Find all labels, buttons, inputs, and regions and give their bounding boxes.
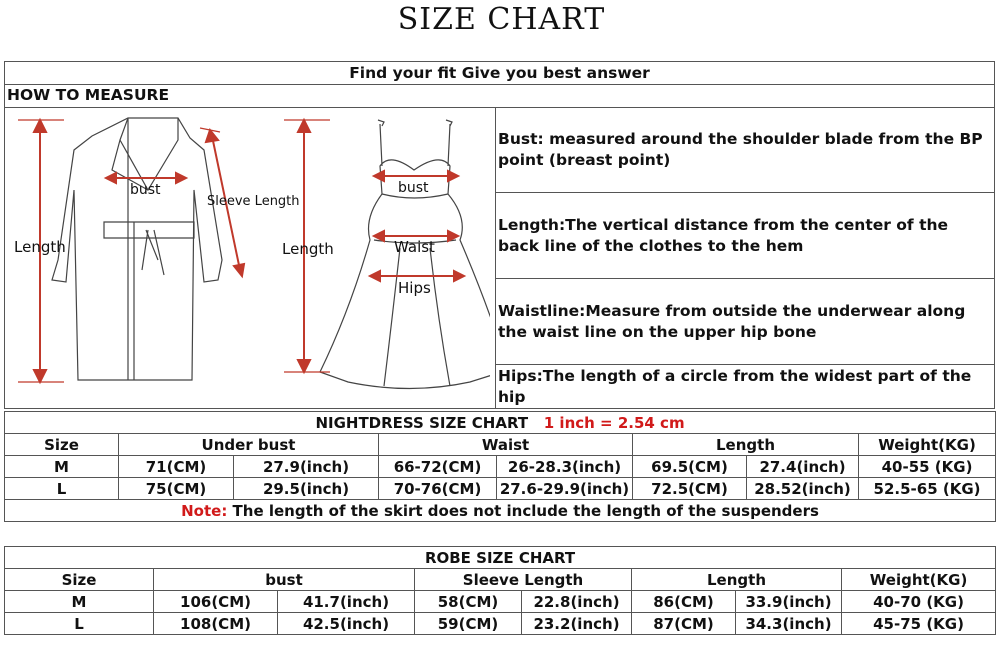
dress-waist-label: Waist (394, 238, 435, 256)
header-bust: bust (154, 569, 415, 591)
bust-description: Bust: measured around the shoulder blade from the BP point (breast point) (498, 130, 983, 169)
value-cell: 69.5(CM) (633, 456, 747, 478)
hips-description: Hips:The length of a circle from the widest part of the hip (498, 367, 972, 406)
table-row (5, 591, 996, 613)
value-cell: 86(CM) (632, 591, 736, 613)
value-cell: 27.4(inch) (747, 456, 859, 478)
value-cell: 29.5(inch) (234, 478, 379, 500)
page-title: SIZE CHART (397, 2, 606, 37)
header-size: Size (5, 569, 154, 591)
value-cell: 108(CM) (154, 613, 278, 635)
robe-title-row (5, 547, 996, 569)
table-row (5, 456, 996, 478)
value-cell: 71(CM) (119, 456, 234, 478)
note-text: The length of the skirt does not include the length of the suspenders (227, 501, 819, 520)
robe-length-label: Length (14, 238, 66, 256)
value-cell: 22.8(inch) (522, 591, 632, 613)
robe-size-table (4, 546, 996, 635)
value-cell: 70-76(CM) (379, 478, 497, 500)
header-length: Length (633, 434, 859, 456)
header-waist: Waist (379, 434, 633, 456)
size-cell: M (5, 456, 119, 478)
value-cell: 58(CM) (415, 591, 522, 613)
table-row (5, 613, 996, 635)
value-cell: 75(CM) (119, 478, 234, 500)
value-cell: 40-55 (KG) (859, 456, 996, 478)
value-cell: 41.7(inch) (278, 591, 415, 613)
value-cell: 106(CM) (154, 591, 278, 613)
value-cell: 26-28.3(inch) (497, 456, 633, 478)
value-cell: 45-75 (KG) (842, 613, 996, 635)
robe-sleeve-label: Sleeve Length (207, 194, 300, 209)
value-cell: 40-70 (KG) (842, 591, 996, 613)
header-length: Length (632, 569, 842, 591)
value-cell: 34.3(inch) (736, 613, 842, 635)
value-cell: 23.2(inch) (522, 613, 632, 635)
waistline-description: Waistline:Measure from outside the underwear along the waist line on the upper hip bone (498, 301, 966, 341)
value-cell: 42.5(inch) (278, 613, 415, 635)
note-label: Note: (181, 501, 228, 520)
value-cell: 27.6-29.9(inch) (497, 478, 633, 500)
size-cell: L (5, 613, 154, 635)
header-size: Size (5, 434, 119, 456)
nightdress-header-row (5, 434, 996, 456)
nightdress-title: NIGHTDRESS SIZE CHART (315, 413, 529, 432)
header-weight: Weight(KG) (842, 569, 996, 591)
header-under-bust: Under bust (119, 434, 379, 456)
length-description: Length:The vertical distance from the center of the back line of the clothes to the hem (498, 215, 949, 255)
banner-text: Find your fit Give you best answer (349, 64, 650, 82)
size-cell: M (5, 591, 154, 613)
header-sleeve-length: Sleeve Length (415, 569, 632, 591)
value-cell: 59(CM) (415, 613, 522, 635)
nightdress-title-row (5, 412, 996, 434)
robe-header-row (5, 569, 996, 591)
dress-length-label: Length (282, 240, 334, 258)
robe-title: ROBE SIZE CHART (424, 548, 576, 567)
robe-bust-label: bust (130, 182, 161, 198)
dress-hips-label: Hips (398, 279, 431, 297)
value-cell: 52.5-65 (KG) (859, 478, 996, 500)
value-cell: 28.52(inch) (747, 478, 859, 500)
value-cell: 66-72(CM) (379, 456, 497, 478)
value-cell: 72.5(CM) (633, 478, 747, 500)
nightdress-size-table (4, 411, 996, 522)
table-row (5, 478, 996, 500)
header-weight: Weight(KG) (859, 434, 996, 456)
value-cell: 27.9(inch) (234, 456, 379, 478)
note-row (5, 500, 996, 522)
value-cell: 87(CM) (632, 613, 736, 635)
value-cell: 33.9(inch) (736, 591, 842, 613)
size-cell: L (5, 478, 119, 500)
conversion-note: 1 inch = 2.54 cm (543, 413, 685, 432)
dress-bust-label: bust (398, 180, 429, 196)
measure-heading: HOW TO MEASURE (7, 86, 170, 104)
